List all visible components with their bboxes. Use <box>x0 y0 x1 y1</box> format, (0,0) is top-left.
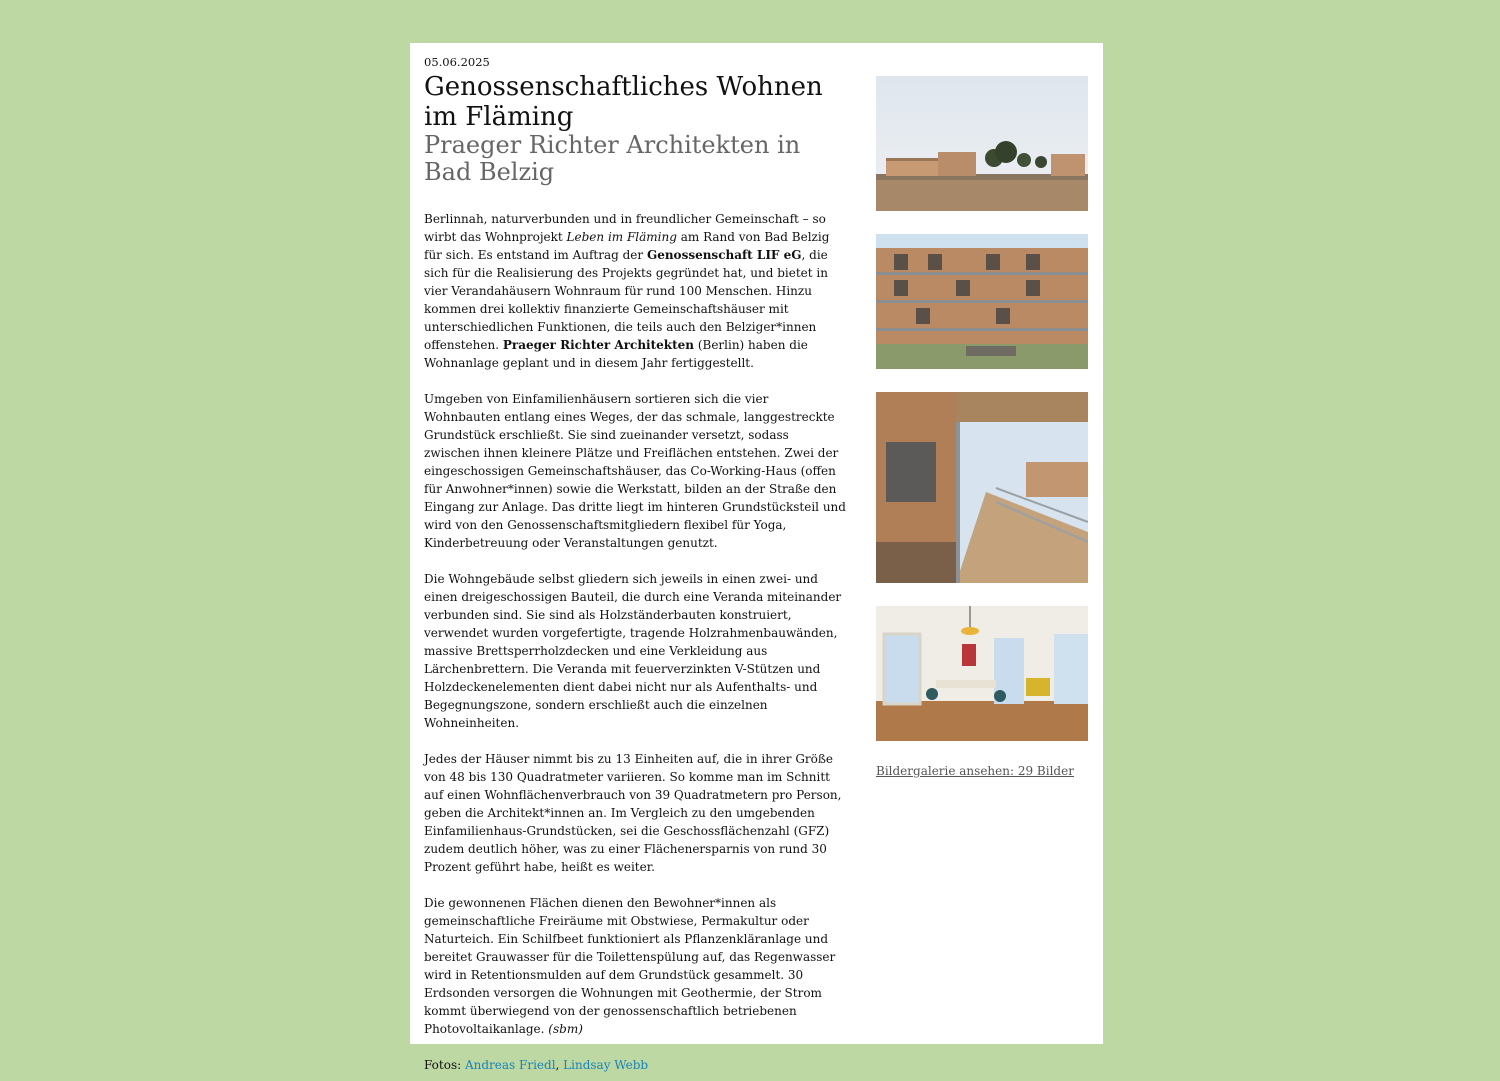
photo-veranda-walkway[interactable] <box>876 392 1088 583</box>
article-subtitle: Praeger Richter Architekten in Bad Belzig <box>424 131 801 186</box>
photo-interior-dining[interactable] <box>876 606 1088 741</box>
photo-exterior-field[interactable] <box>876 76 1088 211</box>
article-date: 05.06.2025 <box>424 55 490 69</box>
gallery-link[interactable]: Bildergalerie ansehen: 29 Bilder <box>876 764 1074 778</box>
p1-text-1: Berlinnah, naturverbunden und in freundlicher Gemeinschaft – so wirbt das Wohnprojekt <box>424 212 826 244</box>
client-name: Genossenschaft LIF eG <box>646 248 802 262</box>
photographer-link-webb[interactable]: Lindsay Webb <box>563 1058 649 1072</box>
article-card <box>410 43 1103 1072</box>
credits-label: Fotos: <box>424 1058 465 1072</box>
p1-text-4: (Berlin) haben die Wohnanlage geplant und in diesem Jahr fertiggestellt. <box>424 338 808 370</box>
paragraph-5 <box>424 894 848 1038</box>
p1-text-3: , die sich für die Realisierung des Projekts gegründet hat, und bietet in vier Verandahäusern Wohnraum für rund 100 Menschen. Hinzu kommen drei kollektiv finanzierte Gemeinschaftshäuser mit unterschiedlichen Funktionen, die teils auch den Belziger*innen offenstehen. <box>424 248 828 352</box>
paragraph-2: Umgeben von Einfamilienhäusern sortieren sich die vier Wohnbauten entlang eines Weges, der das schmale, langgestreckte Grundstück erschließt. Sie sind zueinander versetzt, sodass zwischen ihnen kleinere Plätze und Freiflächen entstehen. Zwei der eingeschossigen Gemeinschaftshäuser, das Co-Working-Haus (offen für Anwohner*innen) sowie die Werkstatt, bilden an der Straße den Eingang zur Anlage. Das dritte liegt im hinteren Grundstücksteil und wird von den Genossenschaftsmitgliedern flexibel für Yoga, Kinderbetreuung oder Veranstaltungen genutzt. <box>424 392 846 550</box>
author-abbrev: (sbm) <box>548 1022 583 1036</box>
architect-name: Praeger Richter Architekten <box>502 338 694 352</box>
project-name: Leben im Fläming <box>566 230 677 244</box>
p1-text-2: am Rand von Bad Belzig für sich. Es entstand im Auftrag der <box>424 230 830 262</box>
photographer-link-friedl[interactable]: Andreas Friedl <box>464 1058 556 1072</box>
article-main <box>424 55 848 1074</box>
paragraph-4: Jedes der Häuser nimmt bis zu 13 Einheiten auf, die in ihrer Größe von 48 bis 130 Quadratmeter variieren. So komme man im Schnitt auf einen Wohnflächenverbrauch von 39 Quadratmetern pro Person, geben die Architekt*innen an. Im Vergleich zu den umgebenden Einfamilienhaus-Grundstücken, sei die Geschossflächenzahl (GFZ) zudem deutlich höher, was zu einer Flächenersparnis von rund 30 Prozent geführt habe, heißt es weiter. <box>424 752 842 874</box>
image-sidebar <box>876 76 1088 778</box>
article-title: Genossenschaftliches Wohnen im Fläming <box>424 72 823 132</box>
credits-separator: , <box>555 1058 564 1072</box>
paragraph-1 <box>424 210 848 372</box>
photo-veranda-facade[interactable] <box>876 234 1088 369</box>
photo-credits <box>424 1056 848 1074</box>
p5-text: Die gewonnenen Flächen dienen den Bewohner*innen als gemeinschaftliche Freiräume mit Obstwiese, Permakultur oder Naturteich. Ein Schilfbeet funktioniert als Pflanzenkläranlage und bereitet Grauwasser für die Toilettenspülung auf, das Regenwasser wird in Retentionsmulden auf dem Grundstück gesammelt. 30 Erdsonden versorgen die Wohnungen mit Geothermie, der Strom kommt überwiegend von der genossenschaftlich betriebenen Photovoltaikanlage. <box>424 896 836 1036</box>
paragraph-3: Die Wohngebäude selbst gliedern sich jeweils in einen zwei- und einen dreigeschossigen Bauteil, die durch eine Veranda miteinander verbunden sind. Sie sind als Holzständerbauten konstruiert, verwendet wurden vorgefertigte, tragende Holzrahmenbauwänden, massive Brettsperrholzdecken und eine Verkleidung aus Lärchenbrettern. Die Veranda mit feuerverzinkten V-Stützen und Holzdeckenelementen dient dabei nicht nur als Aufenthalts- und Begegnungszone, sondern erschließt auch die einzelnen Wohneinheiten. <box>424 572 842 730</box>
